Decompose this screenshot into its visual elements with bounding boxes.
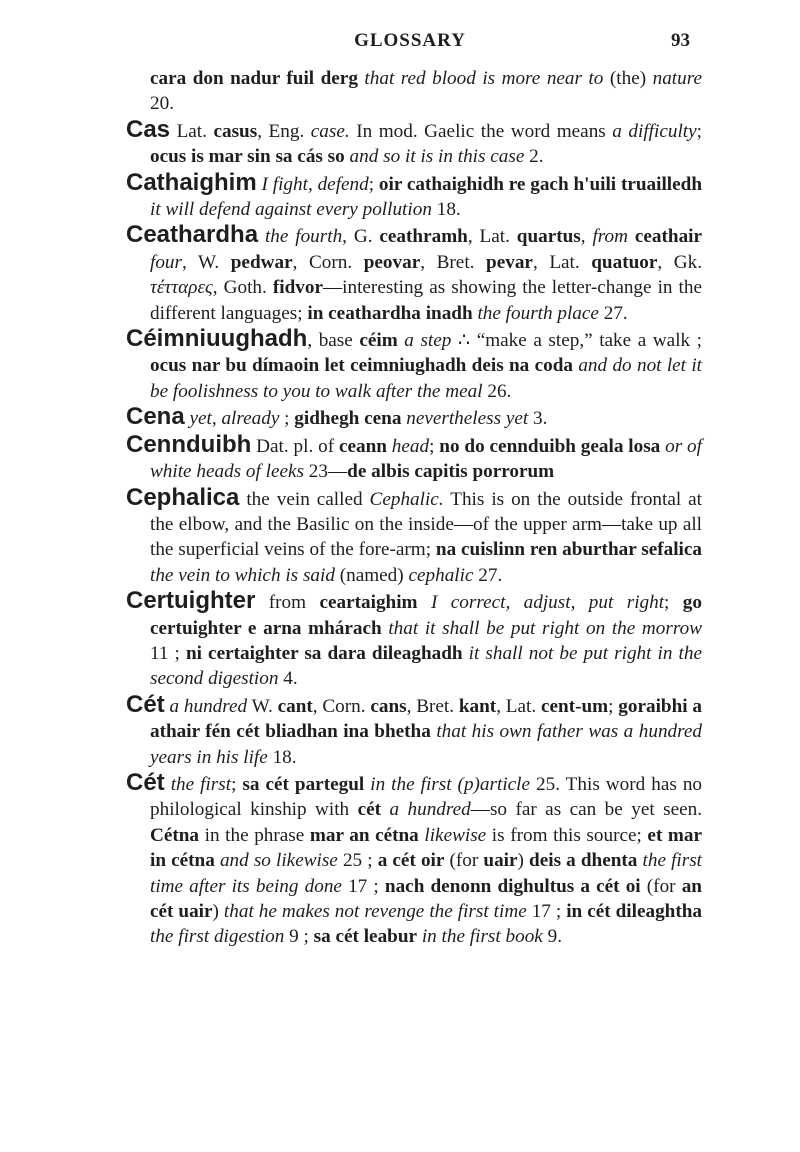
gaelic-text: ocus nar bu dímaoin let ceimniughadh deis na coda <box>150 355 573 377</box>
plain-text: ; <box>279 408 295 430</box>
glossary-entry <box>126 432 702 485</box>
headword: Cena <box>126 403 185 431</box>
translation-text: the first digestion <box>150 926 285 948</box>
gaelic-text: pevar <box>486 251 533 273</box>
running-title: GLOSSARY <box>354 30 466 51</box>
plain-text: —interesting as showing the letter-change in the different languages; <box>150 277 702 324</box>
plain-text: (the) <box>603 68 653 89</box>
gaelic-text: cara don nadur fuil derg <box>150 68 358 89</box>
translation-text: four <box>150 251 182 273</box>
plain-text: , Bret. <box>420 251 487 273</box>
gaelic-text: in cét dileaghtha <box>566 901 702 922</box>
plain-text: 9 ; <box>284 926 314 948</box>
translation-text: case. <box>310 120 350 142</box>
plain-text: ; <box>696 120 702 142</box>
translation-text: a hundred <box>169 695 248 717</box>
headword: Certuighter <box>126 587 256 615</box>
gaelic-text: na cuislinn ren aburthar sefalica <box>435 539 702 561</box>
plain-text: ∴ “make a step,” take a walk ; <box>451 330 703 352</box>
translation-text: likewise <box>424 824 487 846</box>
translation-text: it will defend against every pollution <box>150 199 432 221</box>
plain-text: , Eng. <box>257 120 311 142</box>
plain-text: 26. <box>482 380 512 402</box>
plain-text: 11 ; <box>150 642 186 664</box>
gaelic-text: ceathair <box>634 226 703 248</box>
translation-text: in the first book <box>421 926 543 948</box>
translation-text: yet, already <box>189 408 280 430</box>
plain-text: 3. <box>528 408 548 430</box>
gaelic-text: et mar in cétna <box>150 824 703 872</box>
translation-text: Cephalic. <box>369 488 444 510</box>
glossary-body <box>126 66 702 950</box>
translation-text: the first time after its being done <box>150 850 703 897</box>
headword: Céimniuughadh <box>126 325 308 353</box>
plain-text: , Lat. <box>532 251 592 273</box>
translation-text: the fourth place <box>477 302 599 324</box>
gaelic-text: kant <box>458 695 497 717</box>
gaelic-text: go certuighter e arna mhárach <box>150 592 702 639</box>
plain-text: 9. <box>542 926 562 948</box>
gaelic-text: an cét uair <box>150 875 702 922</box>
headword: Cas <box>126 115 171 143</box>
gaelic-text: mar an cétna <box>309 824 419 846</box>
translation-text: and do not let it be foolishness to you to walk after the meal <box>150 355 703 402</box>
gaelic-text: cant <box>277 695 313 717</box>
plain-text: from <box>255 592 320 614</box>
translation-text: and so it is in this case <box>349 146 525 168</box>
plain-text: , W. <box>182 251 231 273</box>
plain-text: , Goth. <box>212 277 273 299</box>
gaelic-text: quartus <box>516 226 581 248</box>
gaelic-text: fidvor <box>272 277 323 299</box>
plain-text: 23— <box>304 461 348 483</box>
plain-text: W. <box>247 695 278 717</box>
gaelic-text: oir cathaighidh re gach h'uili truailledh <box>378 173 702 195</box>
glossary-entry <box>126 170 702 223</box>
translation-text: from <box>592 226 628 248</box>
translation-text: and so likewise <box>219 850 338 872</box>
plain-text: ; <box>664 592 683 614</box>
plain-text <box>628 226 635 247</box>
plain-text: the vein called <box>239 488 370 510</box>
headword: Cathaighim <box>126 168 257 196</box>
translation-text: or of white heads of leeks <box>150 435 702 483</box>
plain-text: ; <box>368 173 379 195</box>
plain-text: , Lat. <box>467 226 517 248</box>
plain-text: This is on the outside frontal at the elbow, and the Basilic on the inside—of the upper arm—take up all the superficial veins of the fore-arm; <box>150 488 702 561</box>
gaelic-text: goraibhi a athair fén cét bliadhan ina bhetha <box>150 695 702 743</box>
gaelic-text: cét <box>357 799 382 821</box>
translation-text: in the first (p)article <box>370 773 531 795</box>
glossary-entry <box>126 326 702 404</box>
translation-text: a difficulty <box>612 120 697 142</box>
translation-text: a hundred <box>389 799 471 821</box>
gaelic-text: cent-um <box>540 695 609 717</box>
plain-text: in the phrase <box>199 824 310 846</box>
headword: Ceathardha <box>126 221 259 249</box>
gaelic-text: ceartaighim <box>319 592 418 614</box>
glossary-entry <box>126 692 702 770</box>
plain-text: , Corn. <box>312 695 371 717</box>
gaelic-text: sa cét leabur <box>313 926 418 948</box>
plain-text: 27. <box>598 302 628 324</box>
page-header <box>130 30 690 60</box>
plain-text: (named) <box>334 564 409 586</box>
plain-text: is from this source; <box>486 824 648 846</box>
plain-text: 17 ; <box>341 875 385 897</box>
translation-text: that red blood is more near to <box>364 68 604 89</box>
translation-text: it shall not be put right in the second digestion <box>150 642 702 690</box>
translation-text: τέτταρες <box>150 277 213 299</box>
plain-text: , Lat. <box>496 695 541 717</box>
gaelic-text: ceann <box>338 435 387 457</box>
gaelic-text: ni certaighter sa dara dileaghadh <box>185 642 463 664</box>
plain-text: , Gk. <box>657 251 702 273</box>
plain-text: 27. <box>473 564 503 586</box>
gaelic-text: cans <box>370 695 407 717</box>
gaelic-text: Cétna <box>150 824 200 846</box>
glossary-entry <box>126 485 702 589</box>
gaelic-text: in ceathardha inadh <box>307 302 473 324</box>
translation-text: that he makes not revenge the first time <box>223 901 527 922</box>
plain-text: Dat. pl. of <box>251 435 339 457</box>
gaelic-text: quatuor <box>591 251 658 273</box>
gaelic-text: no do cennduibh geala losa <box>439 435 661 457</box>
plain-text: 25. This word has no philological kinship with <box>150 773 703 821</box>
headword: Cét <box>126 768 165 796</box>
plain-text: 2. <box>524 146 544 168</box>
plain-text: ; <box>608 695 619 717</box>
translation-text: the vein to which is said <box>150 564 335 586</box>
plain-text: ; <box>231 773 243 795</box>
gaelic-text: peovar <box>363 251 421 273</box>
headword: Cét <box>126 690 165 718</box>
gaelic-text: ceathramh <box>379 226 468 248</box>
gaelic-text: de albis capitis porrorum <box>347 461 555 483</box>
plain-text: 20. <box>150 93 174 115</box>
plain-text: 4. <box>278 668 298 690</box>
plain-text: In mod. Gaelic the word means <box>349 120 613 142</box>
plain-text: ) <box>517 850 530 872</box>
plain-text: ) <box>212 901 224 922</box>
gaelic-text: nach denonn dighultus a cét oi <box>384 875 641 897</box>
plain-text: 18. <box>267 746 297 768</box>
translation-text: that it shall be put right on the morrow <box>388 617 703 639</box>
glossary-entry <box>126 588 702 692</box>
glossary-entry <box>126 222 702 326</box>
gaelic-text: pedwar <box>230 251 293 273</box>
translation-text: head <box>391 435 430 457</box>
translation-text: a step <box>404 330 452 352</box>
headword: Cephalica <box>126 483 240 511</box>
translation-text: the first <box>170 773 232 795</box>
plain-text: (for <box>640 875 682 897</box>
gaelic-text: céim <box>359 330 398 352</box>
translation-text: nature <box>652 68 702 89</box>
plain-text: Lat. <box>170 120 214 142</box>
plain-text: , Corn. <box>292 251 364 273</box>
headword: Cennduibh <box>126 430 252 458</box>
gaelic-text: ocus is mar sin sa cás so <box>150 146 345 168</box>
plain-text: 18. <box>431 199 461 221</box>
glossary-entry <box>126 66 702 117</box>
gaelic-text: gidhegh cena <box>294 408 402 430</box>
gaelic-text: casus <box>213 120 258 142</box>
translation-text: cephalic <box>408 564 474 586</box>
translation-text: nevertheless yet <box>406 408 529 430</box>
plain-text: , <box>580 226 593 248</box>
plain-text: ; <box>429 435 440 457</box>
plain-text: G. <box>346 226 380 248</box>
translation-text: the fourth, <box>264 226 347 248</box>
plain-text: —so far as can be yet seen. <box>470 799 702 821</box>
plain-text: , Bret. <box>406 695 459 717</box>
translation-text: I fight, defend <box>261 173 369 195</box>
glossary-entry <box>126 404 702 431</box>
glossary-entry <box>126 117 702 170</box>
plain-text <box>258 226 265 247</box>
translation-text: I correct, adjust, put right <box>430 592 665 614</box>
plain-text: 25 ; <box>337 850 378 872</box>
plain-text: , base <box>307 330 360 352</box>
glossary-entry <box>126 770 702 950</box>
plain-text <box>418 592 431 613</box>
gaelic-text: uair <box>483 850 518 872</box>
translation-text: that his own father was a hundred years in his life <box>150 721 702 768</box>
gaelic-text: a cét oir <box>377 850 445 872</box>
gaelic-text: sa cét partegul <box>242 773 365 795</box>
page-number: 93 <box>671 30 690 51</box>
plain-text: (for <box>444 850 484 872</box>
gaelic-text: deis a dhenta <box>529 850 638 872</box>
plain-text: 17 ; <box>526 901 567 922</box>
